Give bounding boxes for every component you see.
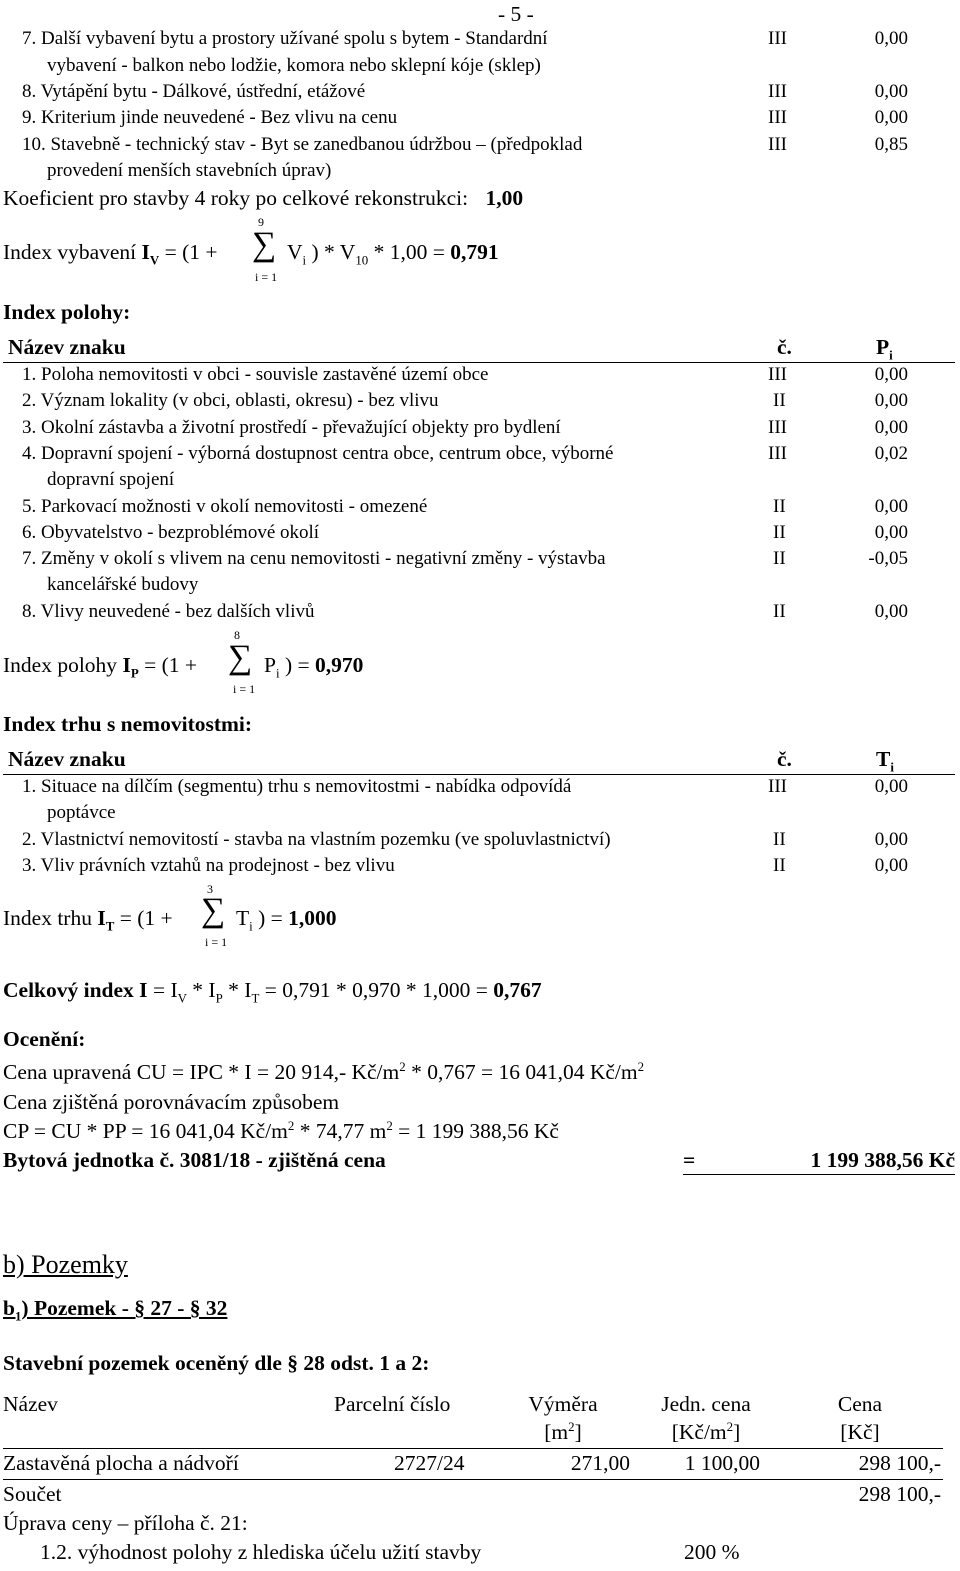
valuation-line1-b: * 0,767 = 16 041,04 Kč/m [405,1060,638,1085]
equipment-value: 0,00 [874,28,908,49]
list-item-value: 0,00 [874,390,908,412]
adjust-label: Úprava ceny – příloha č. 21: [3,1511,248,1535]
list-item: 4. Dopravní spojení - výborná dostupnost centra obce, centrum obce, výborné [22,442,614,464]
list-item-value: 0,00 [874,854,908,876]
index-p-part3: ) = [279,653,315,677]
index-v-symbol-sub: V [149,253,160,268]
market-col-num: č. [777,747,792,771]
coefficient-line [3,186,523,211]
market-heading: Index trhu s nemovitostmi: [3,712,253,736]
price-unit-sup: 2 [726,1420,734,1434]
equipment-item-7: 7. Další vybavení bytu a prostory užívané spolu s bytem - Standardní [22,28,548,49]
index-p-part2-sub: i [275,666,280,681]
area-unit-b: ] [574,1420,582,1445]
total-sub-t: T [251,991,260,1006]
equipment-level: III [768,28,787,49]
valuation-line3-b: * 74,77 m [294,1119,387,1144]
sum-bottom: i = 1 [233,682,256,696]
list-item: 3. Vliv právních vztahů na prodejnost - bez vlivu [22,854,395,876]
land-sub-rest: ) Pozemek - § 27 - § 32 [21,1296,228,1320]
equipment-level: III [768,107,787,128]
table-header-price: Jedn. cena [661,1392,751,1416]
equipment-item-8: 8. Vytápění bytu - Dálkové, ústřední, etážové [22,81,366,102]
table-header-area: Výměra [528,1392,598,1416]
land-sub-b-sub: 1 [14,1309,22,1324]
valuation-heading: Ocenění: [3,1027,86,1051]
land-heading-text: b) Pozemky [3,1250,128,1279]
index-t-result: 1,000 [288,906,337,930]
index-v-formula-left [3,240,218,268]
market-col-val-letter: T [876,747,891,771]
page-number: - 5 - [498,2,534,26]
equipment-level: III [768,134,787,155]
list-item: 1. Poloha nemovitosti v obci - souvisle zastavěné území obce [22,364,489,385]
index-v-formula-right [287,240,499,268]
valuation-line1 [3,1060,644,1085]
valuation-line3-sup: 2 [287,1119,295,1133]
index-v-part2: V [287,240,303,264]
sum-sign: ∑ [252,226,277,263]
coefficient-value: 1,00 [485,186,524,210]
index-t-part1: = (1 + [114,906,173,930]
list-item-level: II [773,548,786,570]
list-item-level: III [768,776,787,797]
table-row-total: 298 100,- [858,1451,941,1475]
list-item-value: 0,00 [874,495,908,517]
list-item-level: III [768,364,787,385]
total-index-eq: = I [147,978,178,1002]
unit-price-eq: = [683,1148,696,1172]
table-header-total: Cena [837,1392,883,1416]
index-v-prefix: Index vybavení [3,240,142,264]
list-item-value: 0,00 [874,828,908,850]
table-row-price: 1 100,00 [684,1451,760,1475]
unit-price-label: Bytová jednotka č. 3081/18 - zjištěná cena [3,1148,386,1172]
equipment-value: 0,00 [874,107,908,128]
valuation-line3 [3,1119,559,1144]
valuation-line3-a: CP = CU * PP = 16 041,04 Kč/m [3,1119,288,1144]
index-p-formula-right [264,653,363,681]
list-item-cont: kancelářské budovy [47,574,199,596]
sum-top: 9 [258,215,264,229]
location-col-val-letter: P [876,335,890,359]
list-item-level: II [773,521,786,543]
land-heading [3,1250,128,1280]
list-item-level: II [773,600,786,622]
list-item: 5. Parkovací možnosti v okolí nemovitosti - omezené [22,495,428,517]
list-item: 2. Vlastnictví nemovitostí - stavba na vlastním pozemku (ve spoluvlastnictví) [22,828,611,850]
adjust-item: 1.2. výhodnost polohy z hlediska účelu užití stavby [40,1540,482,1564]
list-item-value: 0,00 [874,600,908,622]
valuation-line1-sup2: 2 [637,1060,645,1074]
index-v-result: 0,791 [450,240,499,264]
table-row-rule [3,1479,943,1480]
index-t-part2-sub: i [249,919,253,934]
land-subheading [3,1296,227,1324]
total-sub-v: V [177,991,187,1006]
sum-sign: ∑ [201,892,226,929]
list-item-level: II [773,390,786,412]
area-unit-a: [m [544,1420,569,1445]
list-item: 6. Obyvatelstvo - bezproblémové okolí [22,521,320,543]
adjust-value: 200 % [684,1540,740,1564]
list-item-value: 0,00 [874,416,908,438]
sum-sign: ∑ [228,639,253,676]
list-item: 8. Vlivy neuvedené - bez dalších vlivů [22,600,315,622]
total-index-result: 0,767 [493,978,542,1002]
list-item: 1. Situace na dílčím (segmentu) trhu s nemovitostmi - nabídka odpovídá [22,776,572,797]
list-item: 7. Změny v okolí s vlivem na cenu nemovitosti - negativní změny - výstavba [22,548,606,570]
table-row-parcel: 2727/24 [394,1451,465,1475]
index-p-symbol: I [122,653,131,677]
total-index-label: Celkový index I [3,978,148,1002]
list-item-level: III [768,416,787,438]
list-item-value: -0,05 [868,548,908,570]
list-item-value: 0,02 [874,442,908,464]
list-item-value: 0,00 [874,776,908,797]
index-p-part1: = (1 + [138,653,197,677]
total-index-line [3,978,542,1006]
index-t-formula-right [236,906,337,934]
index-v-part3-sub: 10 [355,253,369,268]
land-sub-b: b [3,1296,15,1320]
index-t-part3: ) = [252,906,289,930]
list-item-level: II [773,495,786,517]
index-p-prefix: Index polohy [3,653,123,677]
sum-bottom: i = 1 [255,270,278,284]
table-sum-label: Součet [3,1482,62,1506]
unit-price-underline [683,1148,955,1175]
location-col-num: č. [777,335,792,359]
valuation-line3-sup2: 2 [386,1119,393,1133]
table-header-area-unit [510,1420,616,1445]
area-unit-sup: 2 [568,1420,575,1434]
table-header-total-unit: [Kč] [840,1420,880,1444]
location-header-rule [3,362,955,363]
index-t-prefix: Index trhu [3,906,98,930]
land-section: Stavební pozemek oceněný dle § 28 odst. 1 a 2: [3,1351,430,1375]
market-col-val [876,747,894,775]
index-v-part3: ) * V [306,240,356,264]
list-item-level: III [768,442,787,464]
equipment-value: 0,85 [874,134,908,155]
list-item-value: 0,00 [874,521,908,543]
index-p-formula-left [3,653,197,681]
list-item-cont: poptávce [47,802,116,824]
sum-bottom: i = 1 [205,935,228,949]
index-t-symbol: I [97,906,106,930]
price-unit-b: ] [733,1420,741,1445]
table-row-area: 271,00 [570,1451,630,1475]
market-col-name: Název znaku [8,747,126,771]
location-col-name: Název znaku [8,335,126,359]
table-row-name: Zastavěná plocha a nádvoří [3,1451,239,1475]
table-sum-value: 298 100,- [858,1482,941,1506]
index-p-part2: P [264,653,276,677]
market-col-val-sub: i [890,760,894,775]
location-col-val [876,335,893,363]
total-sub-p: P [215,991,223,1006]
list-item-level: II [773,854,786,876]
valuation-line3-c: = 1 199 388,56 Kč [392,1119,559,1144]
list-item: 3. Okolní zástavba a životní prostředí - převažující objekty pro bydlení [22,416,561,438]
total-mul1: * I [186,978,216,1002]
index-v-part1: = (1 + [159,240,218,264]
index-p-result: 0,970 [314,653,364,677]
list-item-value: 0,00 [874,364,908,385]
list-item-cont: dopravní spojení [47,469,175,491]
total-mul2: * I [222,978,252,1002]
sum-top: 8 [234,628,240,642]
table-header-price-unit [640,1420,772,1445]
price-unit-a: [Kč/m [671,1420,727,1445]
location-col-val-sub: i [889,348,893,363]
index-t-formula-left [3,906,173,934]
index-t-part2: T [236,906,250,930]
valuation-line1-sup: 2 [399,1060,406,1074]
equipment-item-10-cont: provedení menších stavebních úprav) [47,160,332,181]
index-t-symbol-sub: T [105,919,115,934]
unit-price-value: 1 199 388,56 Kč [810,1148,955,1172]
equipment-item-10: 10. Stavebně - technický stav - Byt se zanedbanou údržbou – (předpoklad [22,134,583,155]
index-v-symbol: I [141,240,150,264]
index-v-part4: * 1,00 = [368,240,451,264]
total-calc: = 0,791 * 0,970 * 1,000 = [259,978,494,1002]
equipment-level: III [768,81,787,102]
sum-top: 3 [207,882,213,896]
table-header-name: Název [3,1392,58,1416]
valuation-line1-a: Cena upravená CU = IPC * I = 20 914,- Kč/m [3,1060,400,1085]
coefficient-label: Koeficient pro stavby 4 roky po celkové rekonstrukci: [3,186,469,210]
list-item: 2. Význam lokality (v obci, oblasti, okresu) - bez vlivu [22,390,439,412]
table-header-parcel: Parcelní číslo [334,1392,451,1416]
index-p-symbol-sub: P [130,666,139,681]
equipment-item-9: 9. Kriterium jinde neuvedené - Bez vlivu na cenu [22,107,398,128]
equipment-item-7-cont: vybavení - balkon nebo lodžie, komora nebo sklepní kóje (sklep) [47,55,541,76]
location-heading: Index polohy: [3,300,131,324]
market-header-rule [3,774,955,775]
index-v-part2-sub: i [302,253,307,268]
valuation-line2: Cena zjištěná porovnávacím způsobem [3,1090,340,1114]
list-item-level: II [773,828,786,850]
table-header-rule [3,1448,943,1449]
equipment-value: 0,00 [874,81,908,102]
